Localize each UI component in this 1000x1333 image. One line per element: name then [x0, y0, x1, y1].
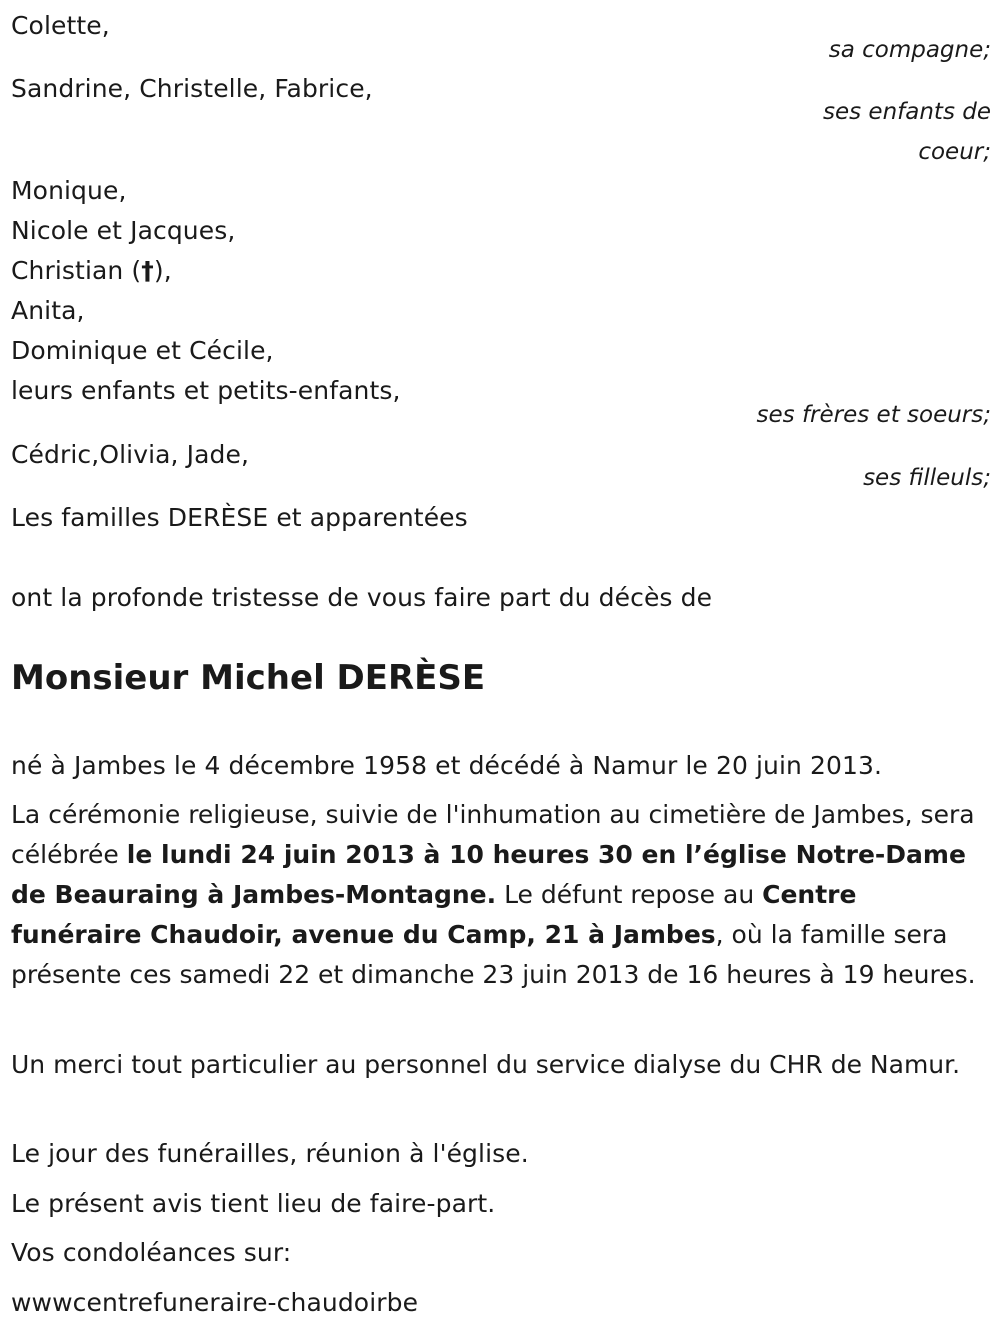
cross-icon: †: [141, 256, 154, 285]
family-name-descendants: leurs enfants et petits-enfants,: [11, 376, 401, 405]
announcement-text: ont la profonde tristesse de vous faire part du décès de: [11, 583, 713, 612]
ceremony-paragraph: La cérémonie religieuse, suivie de l'inhumation au cimetière de Jambes, sera célébrée le lundi 24 juin 2013 à 10 heures 30 en l’église Notre-Dame de Beauraing à Jambes-Montagne. Le défunt repose au Centre funéraire Chaudoir, avenue du Camp, 21 à Jambes, où la famille sera présente ces samedi 22 et dimanche 23 juin 2013 de 16 heures à 19 heures.: [11, 800, 976, 989]
funeral-center-address: Centre funéraire Chaudoir, avenue du Camp, 21 à Jambes: [11, 880, 857, 949]
role-siblings: ses frères et soeurs;: [756, 402, 991, 428]
thanks-paragraph: Un merci tout particulier au personnel du service dialyse du CHR de Namur.: [11, 1050, 961, 1079]
condolences-label: Vos condoléances sur:: [11, 1238, 292, 1267]
role-children-line2: coeur;: [918, 139, 991, 165]
family-derese-relatives: Les familles DERÈSE et apparentées: [11, 503, 468, 532]
family-names-children: Sandrine, Christelle, Fabrice,: [11, 74, 373, 103]
ceremony-date-place: le lundi 24 juin 2013 à 10 heures 30 en l’église Notre-Dame de Beauraing à Jambes-Montagne.: [11, 840, 966, 909]
condolences-website: wwwcentrefuneraire-chaudoirbe: [11, 1288, 419, 1317]
role-companion: sa compagne;: [828, 37, 991, 63]
role-godchildren: ses filleuls;: [863, 465, 991, 491]
birth-death-text: né à Jambes le 4 décembre 1958 et décédé à Namur le 20 juin 2013.: [11, 751, 883, 780]
family-name-anita: Anita,: [11, 296, 85, 325]
family-name-nicole-jacques: Nicole et Jacques,: [11, 216, 236, 245]
funeral-day-text: Le jour des funérailles, réunion à l'église.: [11, 1139, 529, 1168]
deceased-name: Monsieur Michel DERÈSE: [11, 658, 486, 698]
family-name-monique: Monique,: [11, 176, 127, 205]
notice-text: Le présent avis tient lieu de faire-part.: [11, 1189, 496, 1218]
role-children-line1: ses enfants de: [823, 99, 991, 125]
family-names-godchildren: Cédric,Olivia, Jade,: [11, 440, 250, 469]
family-name-christian: Christian (†),: [11, 256, 172, 285]
family-name-colette: Colette,: [11, 11, 110, 40]
family-name-dominique-cecile: Dominique et Cécile,: [11, 336, 274, 365]
